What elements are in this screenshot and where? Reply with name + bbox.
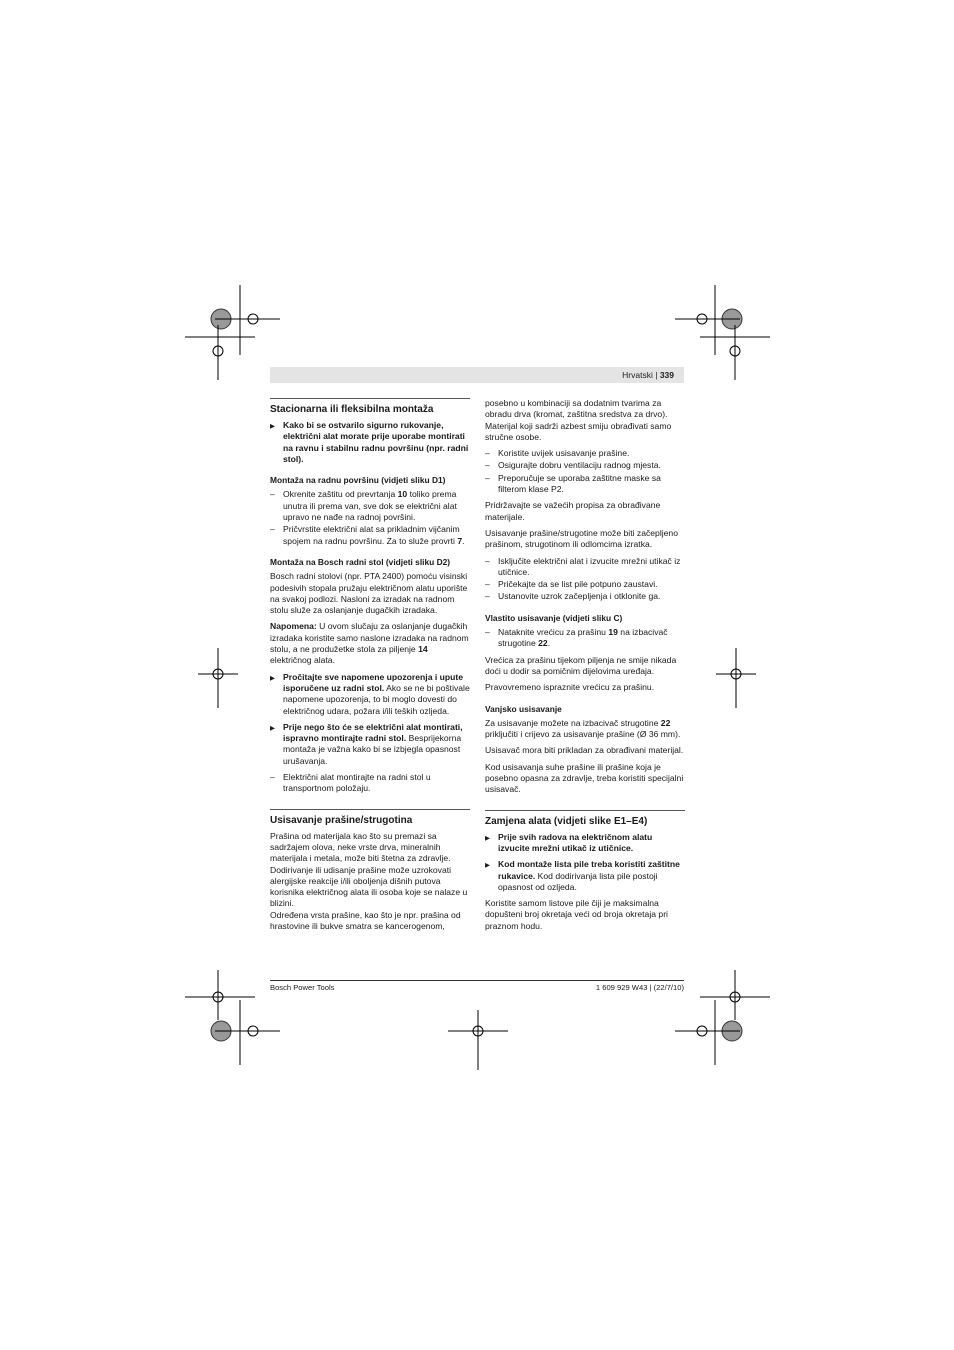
paragraph: Kod usisavanja suhe prašine ili prašine koja je posebno opasna za zdravlje, treba koristiti specijalni usisavač. xyxy=(485,761,684,795)
subsection-title-d1: Montaža na radnu površinu (vidjeti sliku D1) xyxy=(270,475,446,486)
step-list xyxy=(270,772,470,795)
warning-item xyxy=(270,672,470,717)
section-title-dust: Usisavanje prašine/strugotina xyxy=(270,809,470,827)
warning-bold: Prije nego što će se električni alat montirati, ispravno montirajte radni stol. xyxy=(283,721,463,744)
step-item: – Električni alat montirajte na radni stol u transportnom položaju. xyxy=(270,772,470,795)
section-title-mounting: Stacionarna ili fleksibilna montaža xyxy=(270,398,470,416)
text-run: Nataknite vrećicu za prašinu xyxy=(498,627,609,638)
paragraph: Pravovremeno ispraznite vrećicu za prašinu. xyxy=(485,682,655,693)
text-run: Ako se ne bi poštivale napomene upozorenja, to bi moglo dovesti do električnog udara, požara i/ili teških ozljeda. xyxy=(283,682,470,716)
left-column xyxy=(270,398,470,937)
registration-mark-bottom-center xyxy=(448,1010,508,1070)
header-separator: | xyxy=(655,370,658,380)
text-run: na izbacivač strugotine xyxy=(498,627,668,649)
paragraph: Usisavanje prašine/strugotine može biti začepljeno prašinom, strugotinom ili odlomcima izratka. xyxy=(485,527,678,550)
paragraph: posebno u kombinaciji sa dodatnim tvarima za obradu drva (kromat, zaštitna sredstva za drvo). Materijal koji sadrži azbest smiju obrađivati samo stručne osobe. xyxy=(485,398,672,442)
warning-list xyxy=(270,420,470,465)
footer-brand: Bosch Power Tools xyxy=(270,983,335,992)
paragraph: Pridržavajte se važećih propisa za obrađivane materijale. xyxy=(485,500,661,522)
ref-number: 14 xyxy=(418,644,428,655)
subsection-title-d2: Montaža na Bosch radni stol (vidjeti sliku D2) xyxy=(270,556,451,567)
text-run: Okrenite zaštitu od prevrtanja xyxy=(283,489,398,500)
list-item: – Preporučuje se uporaba zaštitne maske sa filterom klase P2. xyxy=(485,473,685,496)
step-item xyxy=(485,627,685,650)
clog-steps-list xyxy=(485,556,685,603)
footer-doc-code: 1 609 929 W43 | (22/7/10) xyxy=(595,983,684,992)
paragraph: Koristite samom listove pile čiji je maksimalna dopušteni broj okretaja veći od broja okretaja pri praznom hodu. xyxy=(485,898,668,931)
ref-number: 22 xyxy=(538,638,548,649)
warning-item xyxy=(270,722,470,767)
warning-item: ▶ Kako bi se ostvarilo sigurno rukovanje, električni alat morate prije uporabe montirati na ravnu i stabilnu radnu površinu (npr. radni stol). xyxy=(270,420,470,465)
list-item: – Ustanovite uzrok začepljenja i otklonite ga. xyxy=(485,591,685,602)
text-run: Za usisavanje možete na izbacivač strugotine xyxy=(485,717,661,728)
list-item: – Pričekajte da se list pile potpuno zaustavi. xyxy=(485,579,685,590)
list-item: – Koristite uvijek usisavanje prašine. xyxy=(485,448,685,459)
warning-bold: Kod montaže lista pile treba koristiti zaštitne rukavice. xyxy=(498,859,680,881)
footer-divider xyxy=(270,980,684,981)
step-list xyxy=(485,627,685,650)
warning-bold: Pročitajte sve napomene upozorenja i upute isporučene uz radni stol. xyxy=(283,671,464,693)
ref-number: 19 xyxy=(608,627,618,638)
text-run: Pričvrstite električni alat sa prikladnim vijčanim spojem na radnu površinu. Za to služe provrti xyxy=(283,524,460,546)
paragraph xyxy=(485,718,685,741)
warning-list xyxy=(270,672,470,767)
subsection-title-c: Vlastito usisavanje (vidjeti sliku C) xyxy=(485,612,623,623)
note-paragraph xyxy=(270,621,470,666)
registration-mark-bottom-right xyxy=(670,970,770,1070)
header-language: Hrvatski xyxy=(622,370,653,380)
warning-list xyxy=(485,832,685,893)
page-number: 339 xyxy=(659,370,674,380)
text-run: toliko prema unutra ili prema van, sve dok se električni alat upravo ne nađe na radnoj površini. xyxy=(283,489,457,523)
text-run: . xyxy=(462,535,465,546)
warning-item xyxy=(485,859,685,893)
step-item xyxy=(270,524,470,547)
warning-item: ▶ Prije svih radova na električnom alatu izvucite mrežni utikač iz utičnice. xyxy=(485,832,685,855)
paragraph: Bosch radni stolovi (npr. PTA 2400) pomoću visinski podesivih stopala pružaju električnom alatu uporište na svakoj podlozi. Nasloni za izradak na radnom stolu služe za oslanjanje dugačkih izradaka. xyxy=(270,571,468,616)
page-header xyxy=(270,367,684,383)
ref-number: 10 xyxy=(397,489,408,500)
registration-mark-mid-left xyxy=(198,648,238,708)
step-item xyxy=(270,489,470,523)
paragraph: Vrećica za prašinu tijekom piljenja ne smije nikada doći u dodir sa pomičnim dijelovima uređaja. xyxy=(485,654,677,676)
paragraph: Određena vrsta prašine, kao što je npr. prašina od hrastovine ili bukve smatra se kancerogenom, xyxy=(270,909,461,931)
note-label: Napomena: xyxy=(270,621,317,632)
text-run: priključiti i crijevo za usisavanje prašine (Ø 36 mm). xyxy=(485,729,681,740)
text-run: U ovom slučaju za oslanjanje dugačkih izradaka koristite samo naslone izradaka na radnom stolu, a ne produžetke stola za piljenje xyxy=(270,621,469,655)
right-column xyxy=(485,398,685,937)
subsection-title-external: Vanjsko usisavanje xyxy=(485,703,562,714)
text-run: Kod dodirivanja lista pile postoji opasnost od ozljeda. xyxy=(498,870,658,892)
section-title-tool-change: Zamjena alata (vidjeti slike E1–E4) xyxy=(485,810,685,828)
dust-safety-list xyxy=(485,448,685,495)
ref-number: 7 xyxy=(457,535,463,546)
ref-number: 22 xyxy=(660,717,671,728)
registration-mark-mid-right xyxy=(716,648,756,708)
paragraph: Prašina od materijala kao što su premazi sa sadržajem olova, neke vrste drva, mineralnih materijala i metala, može biti štetna za zdravlje. Dodirivanje ili udisanje prašine može uzrokovati alergijske reakcije i/ili oboljenja dišnih putova korisnika električnog alata ili osoba koje se nalaze u blizini. xyxy=(270,830,468,909)
list-item: – Isključite električni alat i izvucite mrežni utikač iz utičnice. xyxy=(485,556,685,579)
text-run: Besprijekorna montaža je važna kako bi se izbjegla opasnost urušavanja. xyxy=(283,733,462,766)
text-run: . xyxy=(547,638,551,649)
paragraph: Usisavač mora biti prikladan za obrađivani materijal. xyxy=(485,745,684,756)
list-item: – Osigurajte dobru ventilaciju radnog mjesta. xyxy=(485,460,685,471)
text-run: električnog alata. xyxy=(270,655,335,666)
header-text xyxy=(622,369,674,381)
step-list xyxy=(270,489,470,546)
registration-mark-top-right xyxy=(670,285,770,385)
